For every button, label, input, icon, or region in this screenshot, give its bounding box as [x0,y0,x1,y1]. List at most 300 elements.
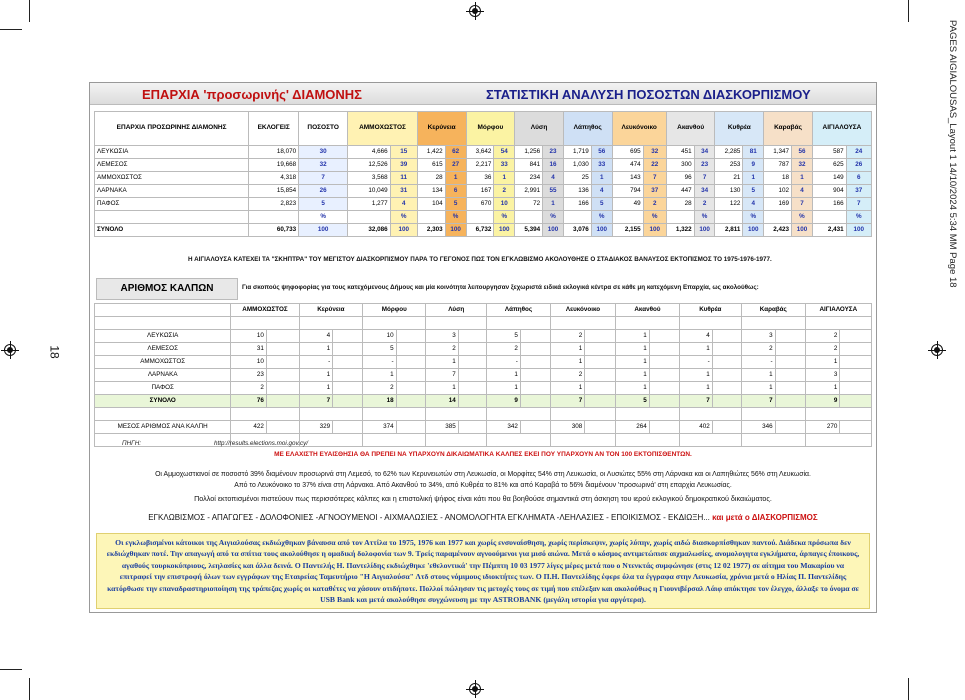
empty-cell [426,408,487,421]
empty-cell [396,382,426,395]
cell-count: 787 [764,159,792,172]
empty-cell [396,343,426,356]
table-row [95,159,872,172]
cell-count: 2 [363,382,396,395]
empty-cell [458,369,486,382]
cell-count: 329 [299,421,333,434]
cell-count: 3 [426,330,458,343]
empty-cell [612,211,643,224]
empty-cell [299,317,363,330]
table-row [95,343,872,356]
empty-cell [712,343,741,356]
empty-cell [585,369,616,382]
empty-cell [775,421,805,434]
cell-count: 2 [550,330,584,343]
cell-count: 5 [487,330,521,343]
cell-count: 7 [550,395,584,408]
note-max-dispersion: Η ΑΙΓΙΑΛΟΥΣΑ ΚΑΤΕΧΕΙ ΤΑ "ΣΚΗΠΤΡΑ" ΤΟΥ ΜΕΓΙΣΤΟΥ ΔΙΑΣΚΟΡΠΙΣΜΟΥ ΠΑΡΑ ΤΟ ΓΕΓΟΝΟΣ ΠΩΣ ΤΟΝ ΕΓΚΛΩΒΙΣΜΟ ΑΚΟΛΟΥΘΗΣΕ Ο ΣΤΑΔΙΑΚΟΣ ΒΑΝΑΥΣΟΣ ΕΚΤΟΠΙΣΜΟΣ ΤΟ 1975-1976-1977. [188,256,772,263]
empty-cell [363,317,426,330]
cell-count: 1 [616,382,650,395]
empty-cell [585,382,616,395]
registration-mark-top-icon [466,2,484,20]
cell-pct: 31 [390,185,417,198]
cell-count: 1,347 [764,146,792,159]
cell-count: 18 [363,395,396,408]
empty-cell [764,211,792,224]
cell-pct: 6 [445,185,466,198]
cell-count: 102 [764,185,792,198]
cell-count: 3,642 [466,146,494,159]
cell-count: 96 [666,172,694,185]
cell-pct: 7 [792,198,813,211]
cell-count: 1 [679,382,712,395]
cell-count: 7 [426,369,458,382]
header-origin: ΑΙΓΙΑΛΟΥΣΑ [812,112,871,146]
crop-mark [29,0,30,22]
cell-pct: 26 [846,159,871,172]
empty-cell [805,317,871,330]
table-header-row [95,112,872,146]
percent-sign: % [299,211,348,224]
cell-pct: 56 [591,146,612,159]
cell-count: 2 [805,343,840,356]
row-name: ΑΜΜΟΧΩΣΤΟΣ [95,172,249,185]
empty-cell [266,395,299,408]
row-name: ΜΕΣΟΣ ΑΡΙΘΜΟΣ ΑΝΑ ΚΑΛΠΗ [95,421,231,434]
cell-pct: 33 [494,159,515,172]
cell-count: 76 [231,395,267,408]
percent-sign: % [445,211,466,224]
cell-pct: 34 [694,146,715,159]
empty-cell [520,421,550,434]
row-pct: 5 [299,198,348,211]
empty-cell [333,369,363,382]
cell-pct: 1 [591,172,612,185]
empty-cell [520,382,550,395]
empty-cell [585,330,616,343]
cell-count: 10 [231,356,267,369]
print-slug: PAGES AIGIALOUSAS_Layout 1 14/10/2024 5:34 MM Page 18 [947,20,958,288]
summary-line-1: Οι Αμμοχωστιανοί σε ποσοστό 39% διαμένουν προσωρινά στη Λεμεσό, το 62% των Κερυνειωτών στη Λευκωσία, οι Μορφίτες 54% στη Λευκωσία, οι Λυσιώτες 55% στη Λάρνακα και οι Λαπηθιώτες 56% στη Λευκωσία. [155,471,811,478]
cell-count: 1 [805,356,840,369]
empty-cell [840,343,872,356]
empty-cell [458,395,486,408]
cell-count: - [487,356,521,369]
empty-cell [520,343,550,356]
cell-pct: 7 [694,172,715,185]
empty-cell [333,395,363,408]
cell-count: 10 [363,330,396,343]
empty-cell [458,382,486,395]
cell-count: 1 [487,369,521,382]
cell-pct: 22 [643,159,666,172]
table-row [95,330,872,343]
spacer-row [95,434,872,447]
cell-count: 4,666 [348,146,390,159]
empty-cell [840,369,872,382]
cell-count: 264 [616,421,650,434]
cell-count: 1 [616,330,650,343]
total-cell-count: 1,322 [666,224,694,237]
empty-cell [712,395,741,408]
total-cell-count: 5,394 [515,224,543,237]
header-origin: Κυθρέα [715,112,764,146]
cell-count: 167 [466,185,494,198]
cell-pct: 1 [743,172,764,185]
cell-pct: 5 [445,198,466,211]
empty-cell [95,434,231,447]
total-name: ΣΥΝΟΛΟ [95,224,249,237]
percent-sign: % [846,211,871,224]
cell-count: 695 [612,146,643,159]
cell-count: 1 [742,382,776,395]
cell-count: 10 [231,330,267,343]
title-bar [90,83,876,105]
empty-cell [333,421,363,434]
total-cell-count: 2,155 [612,224,643,237]
cell-pct: 62 [445,146,466,159]
empty-cell [231,317,299,330]
row-total: 4,318 [249,172,299,185]
total-row [95,224,872,237]
ballot-boxes-table [94,303,872,447]
row-name: ΛΕΜΕΣΟΣ [95,343,231,356]
empty-cell [616,408,679,421]
cell-pct: 10 [494,198,515,211]
crop-mark [0,669,22,670]
empty-cell [775,330,805,343]
empty-cell [649,330,679,343]
total-cell-pct: 100 [543,224,564,237]
source-label: ΠΗΓΗ: [122,440,141,447]
cell-count: 841 [515,159,543,172]
cell-count: 2 [742,343,776,356]
empty-cell [299,408,363,421]
cell-count: 21 [715,172,743,185]
cell-count: 1 [616,369,650,382]
cell-pct: 33 [591,159,612,172]
row-name: ΣΥΝΟΛΟ [95,395,231,408]
cell-count: 1 [363,369,396,382]
empty-cell [712,356,741,369]
empty-cell [458,330,486,343]
empty-cell [520,356,550,369]
empty-cell [649,343,679,356]
header-pososto: ΠΟΣΟΣΤΟ [299,112,348,146]
empty-cell [742,408,806,421]
cell-count: 28 [666,198,694,211]
cell-count: - [363,356,396,369]
empty-cell [679,434,741,447]
source-url[interactable]: http://results.elections.moi.gov.cy/ [214,440,309,447]
cell-count: 134 [417,185,445,198]
empty-cell [840,330,872,343]
statistics-panel [89,82,877,613]
cell-count: 2,991 [515,185,543,198]
table-row [95,356,872,369]
percent-row [95,211,872,224]
empty-cell [550,434,615,447]
total-cell-pct: 100 [390,224,417,237]
cell-count: 1,277 [348,198,390,211]
total-count: 60,733 [249,224,299,237]
header-origin: Κυθρέα [679,304,741,317]
header-eklogeis: ΕΚΛΟΓΕΙΣ [249,112,299,146]
empty-cell [266,356,299,369]
empty-cell [585,356,616,369]
cell-count: 166 [812,198,846,211]
cell-count: 130 [715,185,743,198]
cell-count: 300 [666,159,694,172]
cell-count: 143 [612,172,643,185]
header-origin: Μόρφου [363,304,426,317]
registration-mark-bottom-icon [466,680,484,698]
empty-cell [712,421,741,434]
cell-count: 346 [742,421,776,434]
cell-pct: 34 [694,185,715,198]
history-box: Οι εγκλωβισμένοι κάτοικοι της Αιγιαλούσας εκδιώχθηκαν βάναυσα από τον Αττίλα το 1975, 1976 και 1977 και χωρίς ενσυναίσθηση, χωρίς περίσκεψιν, χωρίς λύπην, χωρίς αιδώ διασκορπίσθηκαν παντού. Διάδεκα πρόσωπα δεν εκδιώχθηκαν ποτέ. Την απαγωγή από τα σπίτια τους ακολούθησε η ομαδική δολοφονία των 9. Τρείς παραμένουν αγνοούμενοι για μισό αιώνα. Μετά ο κόσμος αντιμετώπισε αιχμαλωσίες, ανομολογητα εγκλήματα, άρπαγες έποικους, αγαθούς τουρκοκύπριους, λεηλασίες και άλλα δεινά. Ο Παντελής Η. Παντελίδης εκδιώχθηκε 'εθελοντικά' την Πέμπτη 10 03 1977 λίγες μέρες μετά που ο Ντενκτάς συμφώνησε (στις 12 02 1977) σε αίτημα του Μακαρίου να επιτραφεί την επιστροφή όλων των εγγράφων της Εταιρείας Ταμευτήριο "Η Αιγιαλούσα" Λτδ στους νόμιμους ιδιοκτήτες των. Ο Π.Η. Παντελίδης έφερε όλα τα έγγραφα στην Λευκωσία, χρόνια μετά ο Ηλίας Π. Παντελίδης κατόρθωσε την επαναδραστηριοποίηση της τράπεζας χωρίς οι καταθέτες να χάσουν οτιδήποτε. Πολλοί πώλησαν τις μετοχές τους σε τιμή που επέλεξαν και ακολούθως η Γιουνιβέρσαλ Λάιφ απόκτησε τον έλεγχο, άλλαξε το όνομα σε USB Bank και μετά ακολούθησε συγχώνευση με την ASTROBANK (μεγάλη ιστορία για αργότερα). [96,533,870,609]
cell-count: 104 [417,198,445,211]
row-name: ΛΑΡΝΑΚΑ [95,369,231,382]
cell-pct: 4 [543,172,564,185]
empty-cell [742,434,806,447]
header-origin: Μόρφου [466,112,515,146]
cell-count: 1 [550,382,584,395]
empty-cell [712,382,741,395]
empty-cell [775,343,805,356]
cell-pct: 4 [792,185,813,198]
cell-count: 670 [466,198,494,211]
cell-count: 169 [764,198,792,211]
cell-count: 3,568 [348,172,390,185]
cell-count: 385 [426,421,458,434]
cell-count: 447 [666,185,694,198]
cell-pct: 7 [846,198,871,211]
row-name: ΠΑΦΟΣ [95,198,249,211]
cell-count: 7 [742,395,776,408]
table-row [95,369,872,382]
empty-cell [649,421,679,434]
cell-count: - [299,356,333,369]
row-pct: 30 [299,146,348,159]
cell-pct: 39 [390,159,417,172]
crop-mark [908,0,909,22]
empty-cell [616,317,679,330]
empty-cell [95,317,231,330]
cell-pct: 15 [390,146,417,159]
table-row [95,382,872,395]
header-eparxia: ΕΠΑΡΧΙΑ ΠΡΟΣΩΡΙΝΗΣ ΔΙΑΜΟΝΗΣ [95,112,249,146]
cell-count: 1 [805,382,840,395]
cell-pct: 7 [643,172,666,185]
cell-pct: 24 [846,146,871,159]
cell-count: 234 [515,172,543,185]
cell-count: 1 [616,343,650,356]
empty-cell [585,395,616,408]
cell-count: 342 [487,421,521,434]
header-origin: Λευκόνοικο [550,304,615,317]
title-eparxia: ΕΠΑΡΧΙΑ 'προσωρινής' ΔΙΑΜΟΝΗΣ [142,87,362,102]
row-pct: 32 [299,159,348,172]
crimes-tail: και μετά ο ΔΙΑΣΚΟΡΠΙΣΜΟΣ [712,513,818,522]
row-name: ΛΕΥΚΩΣΙΑ [95,330,231,343]
cell-pct: 4 [390,198,417,211]
total-cell-pct: 100 [643,224,666,237]
total-cell-count: 6,732 [466,224,494,237]
empty-cell [666,211,694,224]
registration-mark-right-icon [928,341,946,359]
cell-pct: 23 [694,159,715,172]
cell-count: 308 [550,421,584,434]
empty-cell [458,343,486,356]
percent-sign: % [543,211,564,224]
total-cell-pct: 100 [743,224,764,237]
cell-count: 2 [426,343,458,356]
cell-count: 166 [563,198,591,211]
cell-pct: 81 [743,146,764,159]
header-origin: Καραβάς [764,112,813,146]
table-row [95,146,872,159]
cell-count: 1 [299,343,333,356]
cell-pct: 4 [591,185,612,198]
dispersion-table [94,111,872,237]
cell-count: 2,217 [466,159,494,172]
empty-cell [333,343,363,356]
cell-count: 2,285 [715,146,743,159]
empty-cell [840,421,872,434]
empty-cell [458,421,486,434]
empty-cell [396,395,426,408]
total-cell-count: 2,431 [812,224,846,237]
empty-cell [266,369,299,382]
cell-count: 422 [231,421,267,434]
empty-cell [95,211,249,224]
table-row [95,172,872,185]
empty-cell [805,434,871,447]
header-origin: Ακανθού [616,304,679,317]
empty-cell [812,211,846,224]
header-origin: Καραβάς [742,304,806,317]
cell-count: 4 [679,330,712,343]
cell-count: 2 [487,343,521,356]
empty-cell [266,343,299,356]
empty-cell [426,434,487,447]
total-cell-pct: 100 [445,224,466,237]
cell-pct: 37 [643,185,666,198]
empty-cell [396,421,426,434]
empty-cell [550,317,615,330]
crop-mark [908,678,909,700]
empty-cell [679,408,741,421]
cell-count: 1 [616,356,650,369]
empty-cell [515,211,543,224]
cell-count: 2 [231,382,267,395]
header-origin: Λύση [426,304,487,317]
cell-count: 2 [805,330,840,343]
empty-cell [333,356,363,369]
mean-row [95,421,872,434]
empty-cell [466,211,494,224]
total-cell-count: 32,086 [348,224,390,237]
empty-cell [550,408,615,421]
cell-count: 1,030 [563,159,591,172]
cell-pct: 1 [792,172,813,185]
page-number: 18 [47,345,62,359]
percent-sign: % [591,211,612,224]
percent-sign: % [792,211,813,224]
cell-count: 28 [417,172,445,185]
cell-count: 1 [487,382,521,395]
total-row [95,395,872,408]
empty-cell [585,343,616,356]
cell-pct: 16 [543,159,564,172]
cell-count: 253 [715,159,743,172]
empty-cell [333,382,363,395]
spacer-row [95,408,872,421]
empty-cell [487,434,551,447]
cell-count: 72 [515,198,543,211]
empty-cell [487,408,551,421]
header-origin: Λάπηθος [487,304,551,317]
cell-pct: 2 [643,198,666,211]
cell-pct: 5 [591,198,612,211]
row-name: ΛΕΜΕΣΟΣ [95,159,249,172]
empty-cell [840,356,872,369]
total-cell-count: 3,076 [563,224,591,237]
cell-count: 4 [299,330,333,343]
row-total: 18,070 [249,146,299,159]
warning-text: ΜΕ ΕΛΑΧΙΣΤΗ ΕΥΑΙΣΘΗΣΙΑ ΘΑ ΠΡΕΠΕΙ ΝΑ ΥΠΑΡΧΟΥΝ ΔΙΚΑΙΩΜΑΤΙΚΑ ΚΑΛΠΕΣ ΕΚΕΙ ΠΟΥ ΥΠΑΡΧΟΥΝ ΑΝ ΤΟΝ 100 ΕΚΤΟΠΙΣΘΕΝΤΩΝ. [274,451,692,458]
cell-count: 1,719 [563,146,591,159]
empty-cell [649,369,679,382]
header-origin: Λύση [515,112,564,146]
empty-cell [679,317,741,330]
cell-count: 3 [742,330,776,343]
crop-mark [0,29,22,30]
row-pct: 7 [299,172,348,185]
empty-cell [487,317,551,330]
cell-count: 587 [812,146,846,159]
row-name: ΛΕΥΚΩΣΙΑ [95,146,249,159]
cell-pct: 4 [743,198,764,211]
empty-cell [520,369,550,382]
cell-count: 1 [679,343,712,356]
cell-pct: 6 [846,172,871,185]
header-origin: Ακανθού [666,112,715,146]
cell-count: 402 [679,421,712,434]
empty-cell [249,211,299,224]
cell-pct: 2 [494,185,515,198]
empty-cell [712,369,741,382]
cell-count: 49 [612,198,643,211]
header-origin: Κερύνεια [417,112,466,146]
cell-pct: 23 [543,146,564,159]
empty-cell [266,382,299,395]
empty-cell [266,421,299,434]
empty-cell [649,382,679,395]
empty-cell [616,434,679,447]
row-total: 19,668 [249,159,299,172]
cell-count: - [742,356,776,369]
empty-cell [775,395,805,408]
cell-count: 270 [805,421,840,434]
empty-cell [775,382,805,395]
cell-count: 451 [666,146,694,159]
cell-pct: 32 [643,146,666,159]
section-ballot-boxes-note: Για σκοπούς ψηφοφορίας για τους κατεχόμενους Δήμους και μία κοινότητα λειτουργησαν ξεχωριστά ειδικά εκλογικά κέντρα σε κάθε μη κατεχόμενη Επαρχία, ως ακολούθως: [242,284,759,291]
header-origin: ΑΜΜΟΧΩΣΤΟΣ [348,112,418,146]
percent-sign: % [494,211,515,224]
